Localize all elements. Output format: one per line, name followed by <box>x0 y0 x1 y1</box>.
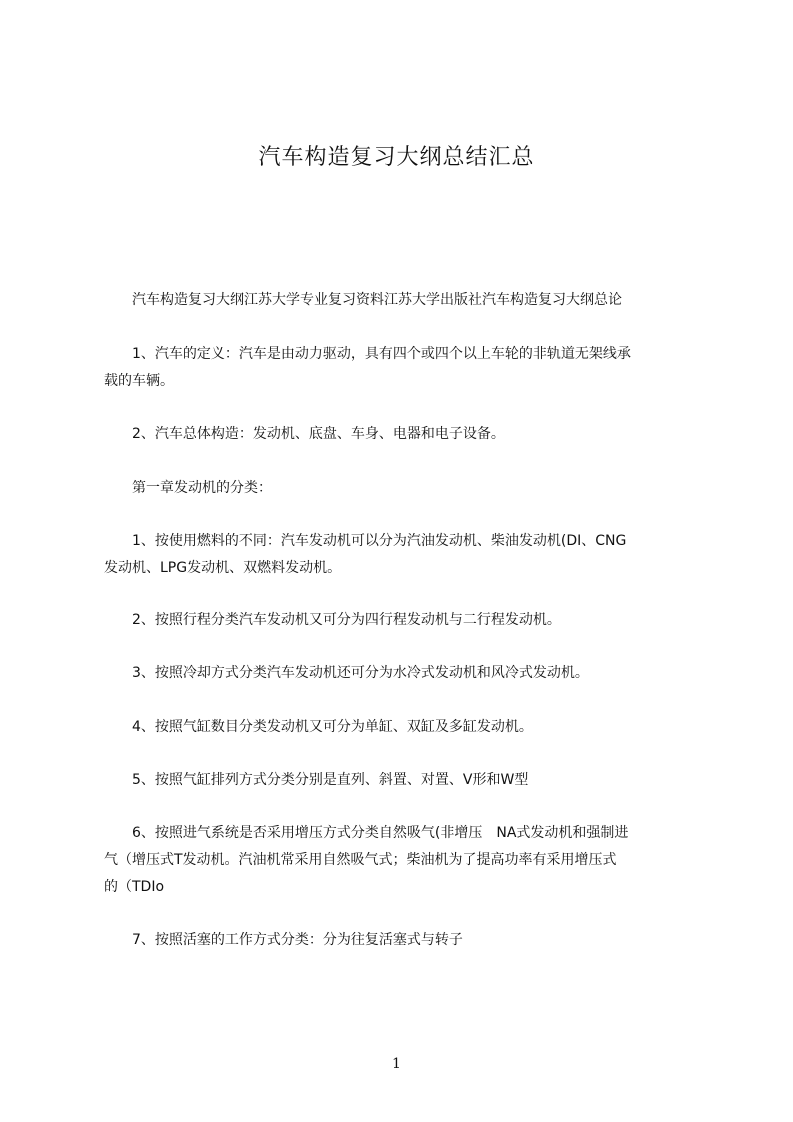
paragraph-line: 1、汽车的定义：汽车是由动力驱动，具有四个或四个以上车轮的非轨道无架线承 <box>104 346 631 362</box>
paragraph-line: 7、按照活塞的工作方式分类：分为往复活塞式与转子 <box>104 932 463 948</box>
paragraph-line: 1、按使用燃料的不同：汽车发动机可以分为汽油发动机、柴油发动机(DI、CNG <box>104 533 627 549</box>
paragraph-line: 的（TDIo <box>104 879 165 895</box>
paragraph-chapter-heading <box>104 475 700 502</box>
paragraph-fuel <box>104 528 700 582</box>
paragraph-definition <box>104 341 700 395</box>
paragraph-line: 2、按照行程分类汽车发动机又可分为四行程发动机与二行程发动机。 <box>104 612 561 628</box>
paragraph-intro <box>104 287 700 314</box>
paragraph-line: 汽车构造复习大纲江苏大学专业复习资料江苏大学出版社汽车构造复习大纲总论 <box>104 292 622 308</box>
document-title: 汽车构造复习大纲总结汇总 <box>258 145 535 170</box>
paragraph-stroke <box>104 607 700 634</box>
paragraph-line: 4、按照气缸数目分类发动机又可分为单缸、双缸及多缸发动机。 <box>104 719 533 735</box>
paragraph-arrangement <box>104 767 700 794</box>
paragraph-line: 5、按照气缸排列方式分类分别是直列、斜置、对置、V形和W型 <box>104 772 529 788</box>
paragraph-line: 气（增压式T发动机。汽油机常采用自然吸气式；柴油机为了提高功率有采用增压式 <box>104 852 617 868</box>
paragraph-line: 3、按照冷却方式分类汽车发动机还可分为水冷式发动机和风冷式发动机。 <box>104 665 589 681</box>
paragraph-line: 2、汽车总体构造：发动机、底盘、车身、电器和电子设备。 <box>104 426 505 442</box>
paragraph-line: 发动机、LPG发动机、双燃料发动机。 <box>104 560 342 576</box>
paragraph-line: 6、按照进气系统是否采用增压方式分类自然吸气(非增压 NA式发动机和强制进 <box>104 825 629 841</box>
paragraph-cooling <box>104 660 700 687</box>
paragraph-cylinders <box>104 714 700 741</box>
page-number: 1 <box>392 1056 401 1072</box>
paragraph-line: 载的车辆。 <box>104 373 174 389</box>
paragraph-piston <box>104 927 700 954</box>
paragraph-structure <box>104 421 700 448</box>
paragraph-intake <box>104 820 700 901</box>
paragraph-line: 第一章发动机的分类： <box>104 480 272 496</box>
